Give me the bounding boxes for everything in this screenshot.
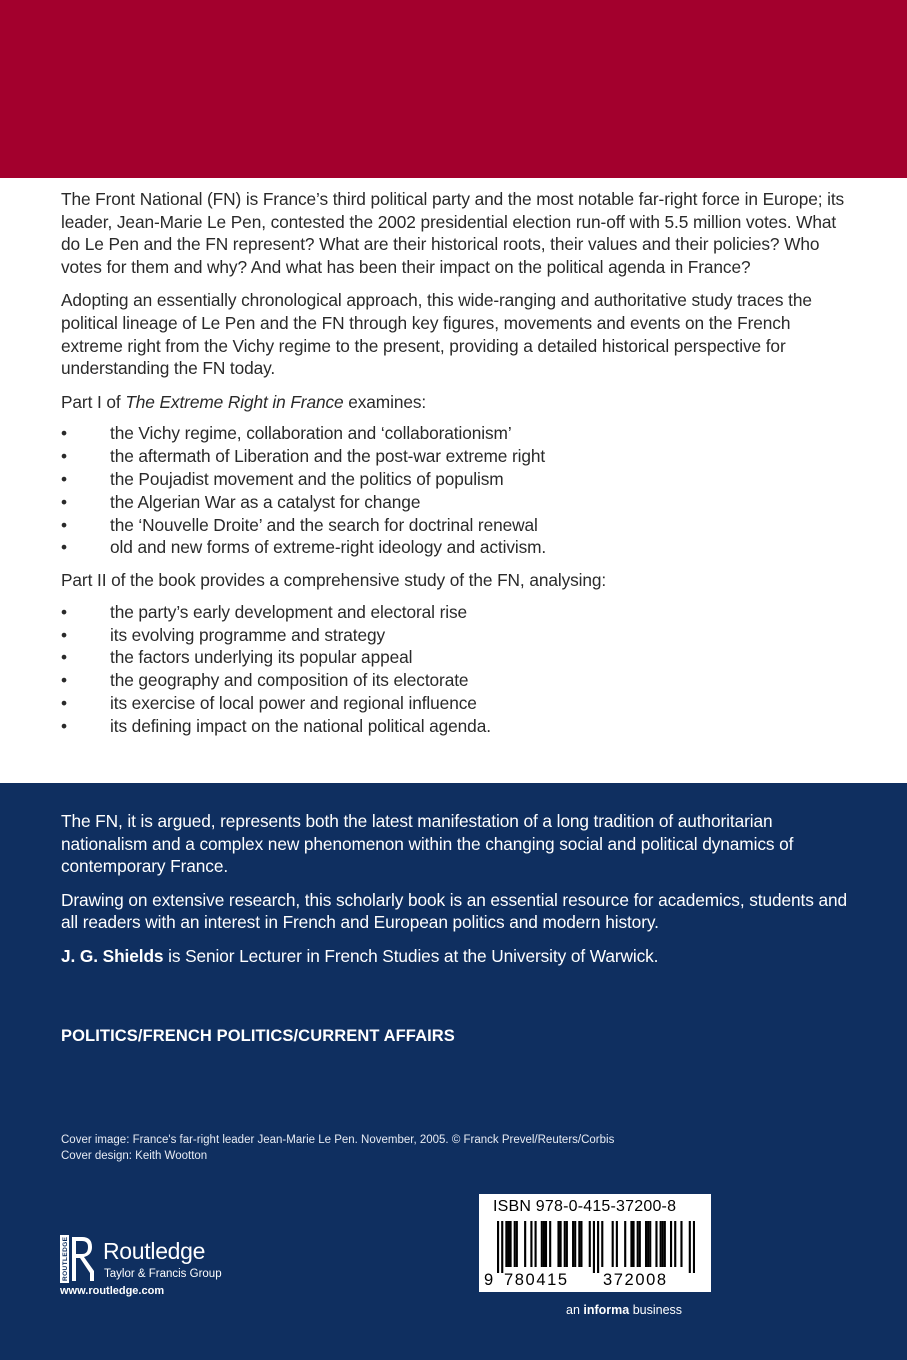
barcode-bar: [630, 1221, 632, 1267]
part2-list: [61, 601, 851, 738]
author-bio: [61, 945, 861, 968]
bullet-icon: •: [61, 514, 67, 535]
list-item: • its exercise of local power and regional influence: [61, 692, 477, 713]
bullet-icon: •: [61, 446, 67, 467]
list-item: • the Algerian War as a catalyst for change: [61, 491, 421, 512]
barcode-bar: [574, 1221, 576, 1267]
cover-design-credit: Cover design: Keith Wootton: [61, 1150, 208, 1162]
list-item: • the geography and composition of its electorate: [61, 670, 469, 691]
barcode-bar: [535, 1221, 537, 1267]
barcode-bar: [689, 1221, 691, 1273]
list-item: • old and new forms of extreme-right ideology and activism.: [61, 537, 547, 558]
routledge-r-icon: [60, 1235, 100, 1283]
barcode-bars-icon: [497, 1221, 695, 1273]
barcode-bar: [670, 1221, 672, 1267]
barcode-left-digits: 780415: [504, 1271, 569, 1289]
barcode-bar: [660, 1221, 662, 1267]
list-item: • the aftermath of Liberation and the post-war extreme right: [61, 446, 546, 467]
barcode-bar: [593, 1221, 595, 1273]
bullet-icon: •: [61, 715, 67, 736]
barcode-bar: [578, 1221, 580, 1267]
barcode-bar: [530, 1221, 532, 1267]
bullet-icon: •: [61, 692, 67, 713]
barcode-bar: [501, 1221, 503, 1273]
barcode-bar: [566, 1221, 568, 1267]
list-item: • the ‘Nouvelle Droite’ and the search for doctrinal renewal: [61, 514, 538, 535]
list-item: • the Poujadist movement and the politics of populism: [61, 468, 504, 489]
barcode-bar: [589, 1221, 591, 1267]
part2-lead: Part II of the book provides a comprehensive study of the FN, analysing:: [61, 570, 607, 591]
barcode-bar: [557, 1221, 559, 1267]
publisher-name: Routledge: [103, 1238, 206, 1264]
barcode-bar: [624, 1221, 626, 1267]
subject-category: POLITICS/FRENCH POLITICS/CURRENT AFFAIRS: [61, 1027, 455, 1045]
barcode-bar: [505, 1221, 507, 1267]
isbn-label: ISBN 978-0-415-37200-8: [493, 1198, 677, 1215]
list-item: • its evolving programme and strategy: [61, 624, 386, 645]
resource-paragraph: Drawing on extensive research, this scholarly book is an essential resource for academics, students and all readers with an interest in French and European politics and modern history.: [61, 889, 847, 933]
barcode-first-digit: 9: [484, 1271, 495, 1289]
list-item: • the party’s early development and electoral rise: [61, 601, 468, 622]
bullet-icon: •: [61, 601, 67, 622]
list-item: • the Vichy regime, collaboration and ‘collaborationism’: [61, 423, 512, 444]
bullet-icon: •: [61, 423, 67, 444]
informa-brand: informa: [583, 1303, 630, 1317]
svg-text:ROUTLEDGE: ROUTLEDGE: [62, 1236, 69, 1281]
barcode-bar: [543, 1221, 545, 1267]
author-name: J. G. Shields: [61, 945, 164, 966]
barcode-bar: [639, 1221, 641, 1267]
publisher-url: www.routledge.com: [60, 1285, 165, 1297]
barcode-bar: [637, 1221, 639, 1267]
barcode-bar: [549, 1221, 551, 1267]
routledge-logo: [60, 1235, 280, 1305]
intro-paragraph-2: Adopting an essentially chronological approach, this wide-ranging and authoritative study traces the political lineage of Le Pen and the FN through key figures, movements and events on the French extreme right from the Vichy regime to the present, providing a detailed historical perspective for understanding the FN today.: [61, 290, 812, 379]
barcode-bar: [674, 1221, 676, 1267]
bullet-icon: •: [61, 537, 67, 558]
barcode-bar: [632, 1221, 634, 1267]
list-item: • its defining impact on the national political agenda.: [61, 715, 491, 736]
part1-list: [61, 422, 851, 559]
barcode-bar: [516, 1221, 518, 1267]
isbn-barcode: [479, 1194, 711, 1292]
barcode-bar: [560, 1221, 562, 1267]
argument-paragraph: The FN, it is argued, represents both the latest manifestation of a long tradition of authoritarian nationalism and a complex new phenomenon within the changing social and political dynamics of contemporary France.: [61, 811, 794, 877]
barcode-bar: [507, 1221, 509, 1267]
cover-image-credit: Cover image: France's far-right leader Jean-Marie Le Pen. November, 2005. © Franck Prevel/Reuters/Corbis: [61, 1134, 615, 1146]
barcode-bar: [580, 1221, 582, 1267]
barcode-bar: [612, 1221, 614, 1267]
bullet-icon: •: [61, 670, 67, 691]
informa-tagline: an informa business: [566, 1303, 683, 1317]
barcode-bar: [597, 1221, 599, 1273]
barcode-bar: [545, 1221, 547, 1267]
bullet-icon: •: [61, 468, 67, 489]
barcode-bar: [647, 1221, 649, 1267]
barcode-bar: [693, 1221, 695, 1273]
barcode-bar: [655, 1221, 657, 1267]
book-title: The Extreme Right in France: [125, 391, 344, 412]
barcode-bar: [649, 1221, 651, 1267]
back-cover-panel: [0, 783, 907, 1360]
bullet-icon: •: [61, 647, 67, 668]
barcode-bar: [497, 1221, 499, 1273]
part1-lead-prefix: Part I of: [61, 391, 126, 412]
publisher-group: Taylor & Francis Group: [104, 1268, 222, 1280]
barcode-bar: [510, 1221, 512, 1267]
barcode-bar: [514, 1221, 516, 1267]
description-panel: [0, 178, 907, 783]
intro-paragraph-1: The Front National (FN) is France’s third political party and the most notable far-right force in Europe; its leader, Jean-Marie Le Pen, contested the 2002 presidential election run-off with 5.5 million votes. What do Le Pen and the FN represent? What are their historical roots, their values and their policies? Who votes for them and why? And what has been their impact on the political agenda in France?: [61, 189, 845, 277]
barcode-bar: [564, 1221, 566, 1267]
barcode-bar: [645, 1221, 647, 1267]
barcode-right-digits: 372008: [603, 1271, 668, 1289]
barcode-bar: [662, 1221, 664, 1267]
barcode-bar: [601, 1221, 603, 1267]
author-bio-text: is Senior Lecturer in French Studies at the University of Warwick.: [163, 945, 659, 966]
barcode-bar: [524, 1221, 526, 1267]
bullet-icon: •: [61, 624, 67, 645]
cover-credits: [61, 1132, 614, 1164]
list-item: • the factors underlying its popular appeal: [61, 647, 413, 668]
barcode-bar: [680, 1221, 682, 1267]
top-color-band: [0, 0, 907, 178]
part1-lead-suffix: examines:: [343, 391, 427, 412]
barcode-bar: [572, 1221, 574, 1267]
barcode-bar: [664, 1221, 666, 1267]
barcode-bar: [616, 1221, 618, 1267]
bullet-icon: •: [61, 491, 67, 512]
part1-lead: [61, 391, 851, 414]
barcode-bar: [541, 1221, 543, 1267]
